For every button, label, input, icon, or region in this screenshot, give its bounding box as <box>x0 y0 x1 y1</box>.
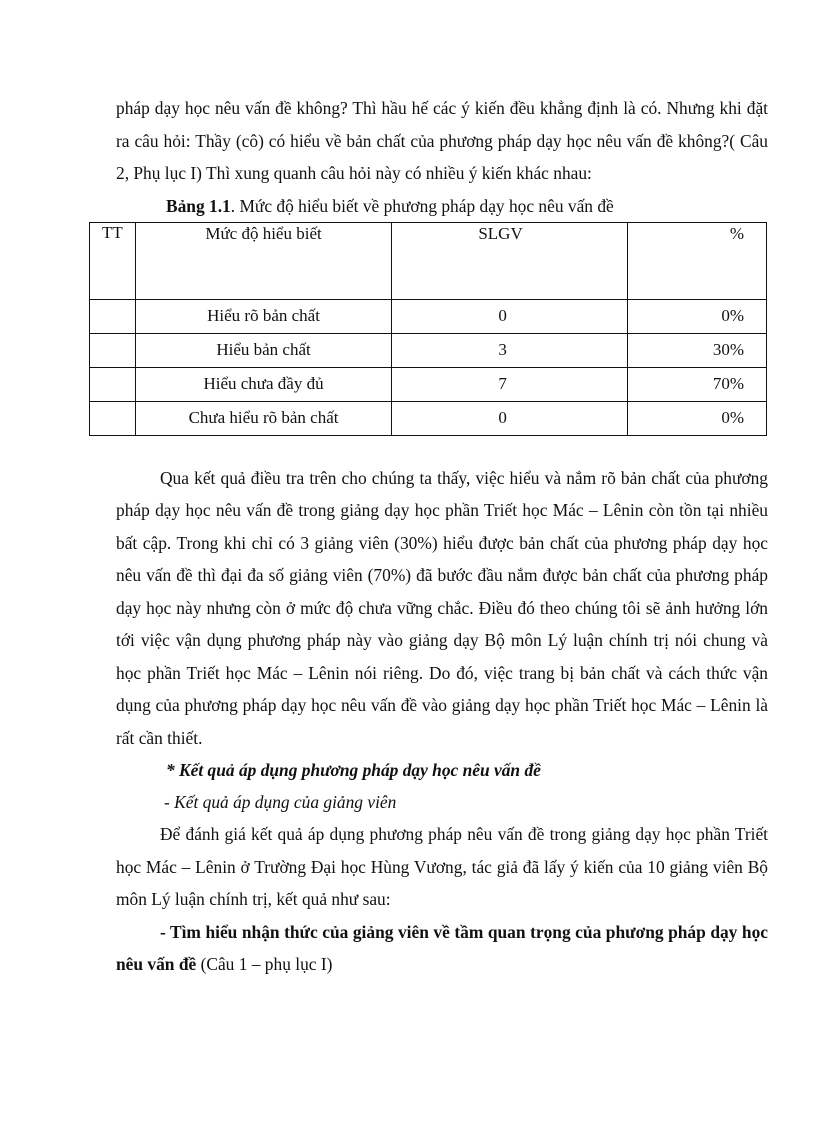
analysis-paragraph: Qua kết quả điều tra trên cho chúng ta thấy, việc hiểu và nắm rõ bản chất của phương pháp dạy học nêu vấn đề trong giảng dạy học phần Triết học Mác – Lênin còn tồn tại nhiều bất cập. Trong khi chỉ có 3 giảng viên (30%) hiểu được bản chất của phương pháp dạy học nêu vấn đề thì đại đa số giảng viên (70%) đã bước đầu nắm được bản chất của phương pháp dạy học này nhưng còn ở mức độ chưa vững chắc. Điều đó theo chúng tôi sẽ ảnh hưởng lớn tới việc vận dụng phương pháp này vào giảng dạy Bộ môn Lý luận chính trị nói chung và học phần Triết học Mác – Lênin nói riêng. Do đó, việc trang bị bản chất và cách thức vận dụng của phương pháp dạy học nêu vấn đề vào giảng dạy học phần Triết học Mác – Lênin là rất cần thiết. <box>116 467 768 748</box>
cell-tt <box>90 367 136 401</box>
cell-percent: 30% <box>627 333 766 367</box>
header-tt: TT <box>90 222 136 299</box>
method-paragraph: Để đánh giá kết quả áp dụng phương pháp nêu vấn đề trong giảng dạy học phần Triết học Mác – Lênin ở Trường Đại học Hùng Vương, tác giả đã lấy ý kiến của 10 giảng viên Bộ môn Lý luận chính trị, kết quả như sau: <box>116 824 768 909</box>
sub-heading: - Kết quả áp dụng của giảng viên <box>164 792 397 812</box>
cell-tt <box>90 333 136 367</box>
section-heading: * Kết quả áp dụng phương pháp dạy học nêu vấn đề <box>166 760 541 780</box>
cell-level: Hiểu rõ bản chất <box>135 299 392 333</box>
table-row <box>90 299 767 333</box>
cell-tt <box>90 299 136 333</box>
cell-level: Hiểu chưa đầy đủ <box>135 367 392 401</box>
cell-slgv: 0 <box>392 299 627 333</box>
final-item-bold: - Tìm hiểu nhận thức của giảng viên về tầm quan trọng của phương pháp dạy học nêu vấn đề <box>116 921 768 974</box>
header-level-text: Mức độ hiểu biết <box>205 223 322 243</box>
table-row <box>90 367 767 401</box>
cell-slgv: 7 <box>392 367 627 401</box>
cell-slgv: 3 <box>392 333 627 367</box>
header-percent-text: % <box>729 223 744 243</box>
document-page <box>101 92 768 981</box>
table-row <box>90 401 767 435</box>
table-caption <box>116 190 768 222</box>
table-caption-label: Bảng 1.1 <box>166 195 231 216</box>
header-level <box>135 222 392 299</box>
cell-percent: 0% <box>627 401 766 435</box>
knowledge-level-table <box>89 222 767 436</box>
cell-level: Hiểu bản chất <box>135 333 392 367</box>
cell-percent: 0% <box>627 299 766 333</box>
cell-tt <box>90 401 136 435</box>
cell-level: Chưa hiểu rõ bản chất <box>135 401 392 435</box>
table-row <box>90 333 767 367</box>
header-percent <box>627 222 766 299</box>
table-caption-text: . Mức độ hiểu biết về phương pháp dạy học nêu vấn đề <box>230 195 614 216</box>
final-item <box>116 916 768 981</box>
table-header-row <box>90 222 767 299</box>
final-item-normal: (Câu 1 – phụ lục I) <box>196 954 333 974</box>
cell-percent: 70% <box>627 367 766 401</box>
header-slgv-text: SLGV <box>478 223 523 243</box>
header-slgv <box>392 222 627 299</box>
cell-slgv: 0 <box>392 401 627 435</box>
intro-paragraph: pháp dạy học nêu vấn đề không? Thì hầu hế các ý kiến đều khẳng định là có. Nhưng khi đặt ra câu hỏi: Thầy (cô) có hiểu về bản chất của phương pháp dạy học nêu vấn đề không?( Câu 2, Phụ lục I) Thì xung quanh câu hỏi này có nhiều ý kiến khác nhau: <box>116 98 768 183</box>
